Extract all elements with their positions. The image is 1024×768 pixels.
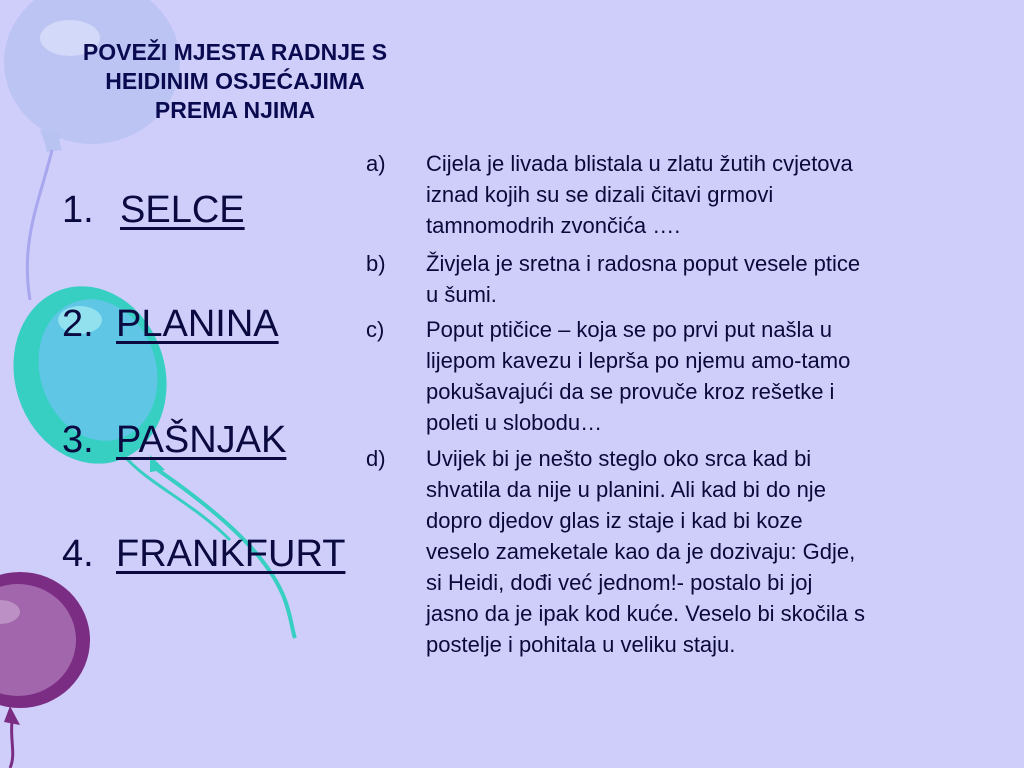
place-item-pasnjak [62, 418, 286, 462]
place-item-frankfurt [62, 532, 345, 576]
quote-text [426, 148, 1016, 241]
quote-line: Cijela je livada blistala u zlatu žutih cvjetova [426, 151, 853, 176]
place-item-selce [62, 188, 245, 232]
slide-title [8, 38, 462, 125]
place-number: 1. [62, 189, 94, 231]
quote-line: postelje i pohitala u veliku staju. [426, 632, 736, 657]
place-link-selce[interactable]: SELCE [120, 189, 245, 231]
purple-balloon [0, 572, 90, 768]
quote-letter: c) [366, 317, 385, 342]
quote-line: Poput ptičice – koja se po prvi put našla u [426, 317, 833, 342]
quote-line: iznad kojih su se dizali čitavi grmovi [426, 182, 774, 207]
quote-line: shvatila da nije u planini. Ali kad bi do nje [426, 477, 826, 502]
place-link-pasnjak[interactable]: PAŠNJAK [116, 419, 287, 461]
place-link-frankfurt[interactable]: FRANKFURT [116, 533, 346, 575]
place-number: 4. [62, 533, 94, 575]
place-number: 3. [62, 419, 94, 461]
quote-line: u šumi. [426, 282, 497, 307]
quote-letter: a) [366, 151, 386, 176]
place-link-planina[interactable]: PLANINA [116, 303, 279, 345]
quote-line: tamnomodrih zvončića …. [426, 213, 681, 238]
title-line: PREMA NJIMA [154, 97, 316, 123]
quote-text [426, 314, 1016, 438]
quote-text [426, 443, 1016, 660]
quote-text [426, 248, 1016, 310]
quote-line: Živjela je sretna i radosna poput vesele ptice [426, 251, 861, 276]
quote-line: veselo zameketale kao da je dozivaju: Gdje, [426, 539, 856, 564]
title-line: POVEŽI MJESTA RADNJE S [82, 39, 388, 65]
place-item-planina [62, 302, 279, 346]
quote-line: si Heidi, dođi već jednom!- postalo bi joj [426, 570, 813, 595]
quote-letter: b) [366, 251, 386, 276]
quote-line: Uvijek bi je nešto steglo oko srca kad bi [426, 446, 812, 471]
quote-line: pokušavajući da se provuče kroz rešetke i [426, 379, 835, 404]
place-number: 2. [62, 303, 94, 345]
quote-letter: d) [366, 446, 386, 471]
title-line: HEIDINIM OSJEĆAJIMA [105, 68, 365, 94]
quote-line: dopro djedov glas iz staje i kad bi koze [426, 508, 803, 533]
quote-line: jasno da je ipak kod kuće. Veselo bi skočila s [426, 601, 866, 626]
quote-line: poleti u slobodu… [426, 410, 603, 435]
quote-line: lijepom kavezu i lepršа po njemu amo-tamo [426, 348, 851, 373]
